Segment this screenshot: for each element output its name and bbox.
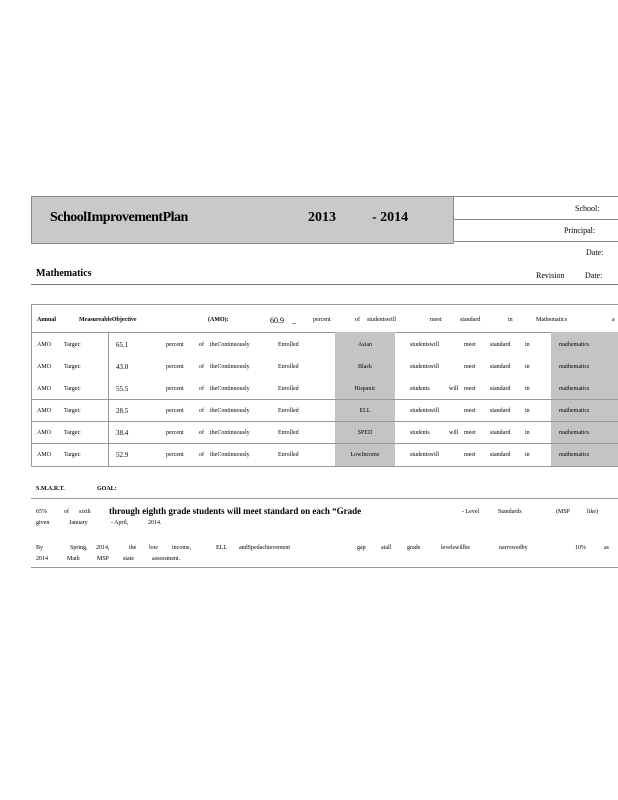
target-subject: mathematics — [559, 408, 590, 414]
amo-in: in — [508, 317, 513, 323]
amo-meet: meet — [430, 317, 442, 323]
target-in: in — [525, 342, 530, 348]
target-label: Target: — [64, 364, 81, 370]
goal-word: ELL — [216, 545, 227, 551]
goal-label: GOAL: — [97, 486, 117, 492]
goal-word: Standards — [498, 509, 522, 515]
target-label: Target: — [64, 452, 81, 458]
target-continuously: theContinuously — [210, 452, 250, 458]
target-standard: standard — [490, 386, 511, 392]
target-of: of — [199, 408, 204, 414]
target-label: Target: — [64, 408, 81, 414]
amo-trailing: a — [612, 317, 615, 323]
goal-word: - April, — [111, 520, 129, 526]
amo-top-rule — [31, 304, 618, 305]
target-of: of — [199, 364, 204, 370]
principal-label: Principal: — [564, 226, 596, 235]
target-enrolled: Enrolled — [278, 342, 299, 348]
target-standard: standard — [490, 408, 511, 414]
target-continuously: theContinuously — [210, 386, 250, 392]
smart-rule — [31, 498, 618, 499]
goal-word: grade — [407, 545, 421, 551]
amo-annual: Annual — [37, 317, 57, 323]
goal-word: of — [64, 509, 69, 515]
goal-word: given — [36, 520, 50, 526]
target-in: in — [525, 408, 530, 414]
goal-word: gap — [357, 545, 366, 551]
school-label: School: — [575, 204, 600, 213]
target-students: students — [410, 430, 430, 436]
target-group: Black — [358, 364, 372, 370]
goal-word: Spring, — [70, 545, 88, 551]
target-subject: mathematics — [559, 342, 590, 348]
year-end: - 2014 — [372, 210, 409, 225]
target-continuously: theContinuously — [210, 342, 250, 348]
amo-left-rule — [31, 304, 32, 466]
subject-heading: Mathematics — [36, 268, 92, 279]
target-group: Hispanic — [354, 386, 376, 392]
target-label: Target: — [64, 386, 81, 392]
target-students: studentswill — [410, 408, 440, 414]
target-label: Target: — [64, 430, 81, 436]
amo-label: (AMO): — [208, 317, 229, 323]
amo-value: 60.9 — [270, 316, 284, 325]
target-percent: percent — [166, 386, 184, 392]
targets-mid-rule-3 — [31, 443, 618, 444]
target-amo: AMO — [37, 386, 52, 392]
smart-label: S.M.A.R.T. — [36, 486, 65, 492]
goal-bottom-rule — [31, 567, 618, 568]
target-students: studentswill — [410, 364, 440, 370]
goal-word: state — [123, 556, 134, 562]
target-percent: percent — [166, 452, 184, 458]
target-subject: mathematics — [559, 364, 590, 370]
amo-blank: _ — [292, 316, 296, 325]
target-continuously: theContinuously — [210, 364, 250, 370]
target-subject: mathematics — [559, 452, 590, 458]
target-enrolled: Enrolled — [278, 452, 299, 458]
goal-bold-text: through eighth grade students will meet standard on each “Grade — [109, 506, 362, 516]
revision-date-label: Date: — [585, 271, 603, 280]
target-amo: AMO — [37, 452, 52, 458]
target-will: will — [449, 430, 459, 436]
target-standard: standard — [490, 452, 511, 458]
target-students: students — [410, 386, 430, 392]
goal-word: - Level — [462, 509, 480, 515]
goal-word: sixth — [79, 509, 91, 515]
target-continuously: theContinuously — [210, 408, 250, 414]
target-value: 55.5 — [116, 385, 129, 393]
goal-word: 2014. — [148, 520, 162, 526]
goal-word: the — [129, 545, 137, 551]
year-start: 2013 — [308, 210, 336, 225]
amo-measureable: MeasureableObjective — [79, 317, 137, 323]
date-label: Date: — [586, 248, 604, 257]
goal-word: Math — [67, 556, 80, 562]
target-percent: percent — [166, 364, 184, 370]
target-continuously: theContinuously — [210, 430, 250, 436]
goal-word: 65% — [36, 509, 47, 515]
target-group: LowIncome — [350, 452, 380, 458]
target-in: in — [525, 430, 530, 436]
goal-word: assessment. — [152, 556, 181, 562]
target-value: 38.4 — [116, 429, 129, 437]
amo-students-will: studentswill — [367, 317, 397, 323]
goal-word: (MSP — [556, 509, 571, 515]
target-of: of — [199, 386, 204, 392]
target-amo: AMO — [37, 364, 52, 370]
target-in: in — [525, 452, 530, 458]
target-meet: meet — [464, 408, 476, 414]
target-of: of — [199, 430, 204, 436]
targets-bottom-rule — [31, 466, 618, 467]
target-group: SPED — [357, 430, 373, 436]
revision-label: Revision — [536, 271, 565, 280]
target-subject: mathematics — [559, 386, 590, 392]
school-rule — [453, 219, 618, 220]
target-label: Target: — [64, 342, 81, 348]
target-subject: mathematics — [559, 430, 590, 436]
target-enrolled: Enrolled — [278, 430, 299, 436]
goal-word: income, — [172, 545, 192, 551]
target-amo: AMO — [37, 430, 52, 436]
goal-word: 10% — [575, 545, 586, 551]
target-value: 43.0 — [116, 363, 129, 371]
goal-word: andSpedachievement — [239, 545, 290, 551]
target-amo: AMO — [37, 408, 52, 414]
target-standard: standard — [490, 364, 511, 370]
goal-word: low — [149, 545, 158, 551]
targets-top-rule — [31, 332, 618, 333]
goal-word: 2014 — [36, 556, 48, 562]
target-percent: percent — [166, 408, 184, 414]
target-enrolled: Enrolled — [278, 364, 299, 370]
target-in: in — [525, 386, 530, 392]
plan-title: SchoolImprovementPlan — [50, 210, 188, 225]
target-group: Asian — [358, 342, 372, 348]
target-standard: standard — [490, 342, 511, 348]
amo-standard: standard — [460, 317, 481, 323]
goal-word: 2014, — [96, 545, 110, 551]
goal-word: levelswillbe — [441, 545, 470, 551]
target-value: 28.5 — [116, 407, 129, 415]
target-group: ELL — [359, 408, 371, 414]
goal-word: like) — [587, 509, 598, 515]
target-meet: meet — [464, 452, 476, 458]
goal-word: MSP — [97, 556, 110, 562]
target-enrolled: Enrolled — [278, 408, 299, 414]
target-percent: percent — [166, 430, 184, 436]
target-students: studentswill — [410, 452, 440, 458]
target-students: studentswill — [410, 342, 440, 348]
principal-rule — [453, 241, 618, 242]
target-of: of — [199, 452, 204, 458]
goal-word: atall — [381, 545, 392, 551]
target-in: in — [525, 364, 530, 370]
target-enrolled: Enrolled — [278, 386, 299, 392]
target-will: will — [449, 386, 459, 392]
target-amo: AMO — [37, 342, 52, 348]
targets-mid-rule-1 — [31, 399, 618, 400]
target-value: 52.9 — [116, 451, 129, 459]
goal-word: By — [36, 545, 44, 551]
target-standard: standard — [490, 430, 511, 436]
amo-subject: Mathematics — [536, 317, 567, 323]
target-meet: meet — [464, 342, 476, 348]
goal-word: as — [604, 545, 609, 551]
target-meet: meet — [464, 364, 476, 370]
header-bottom-rule — [31, 284, 618, 285]
target-percent: percent — [166, 342, 184, 348]
goal-word: January — [69, 520, 88, 526]
target-of: of — [199, 342, 204, 348]
header-top-rule — [453, 196, 618, 197]
goal-word: narrowedby — [499, 545, 528, 551]
amo-percent: percent — [313, 317, 331, 323]
target-meet: meet — [464, 430, 476, 436]
target-value: 65.1 — [116, 341, 129, 349]
target-meet: meet — [464, 386, 476, 392]
amo-of: of — [355, 317, 360, 323]
targets-mid-rule-2 — [31, 421, 618, 422]
